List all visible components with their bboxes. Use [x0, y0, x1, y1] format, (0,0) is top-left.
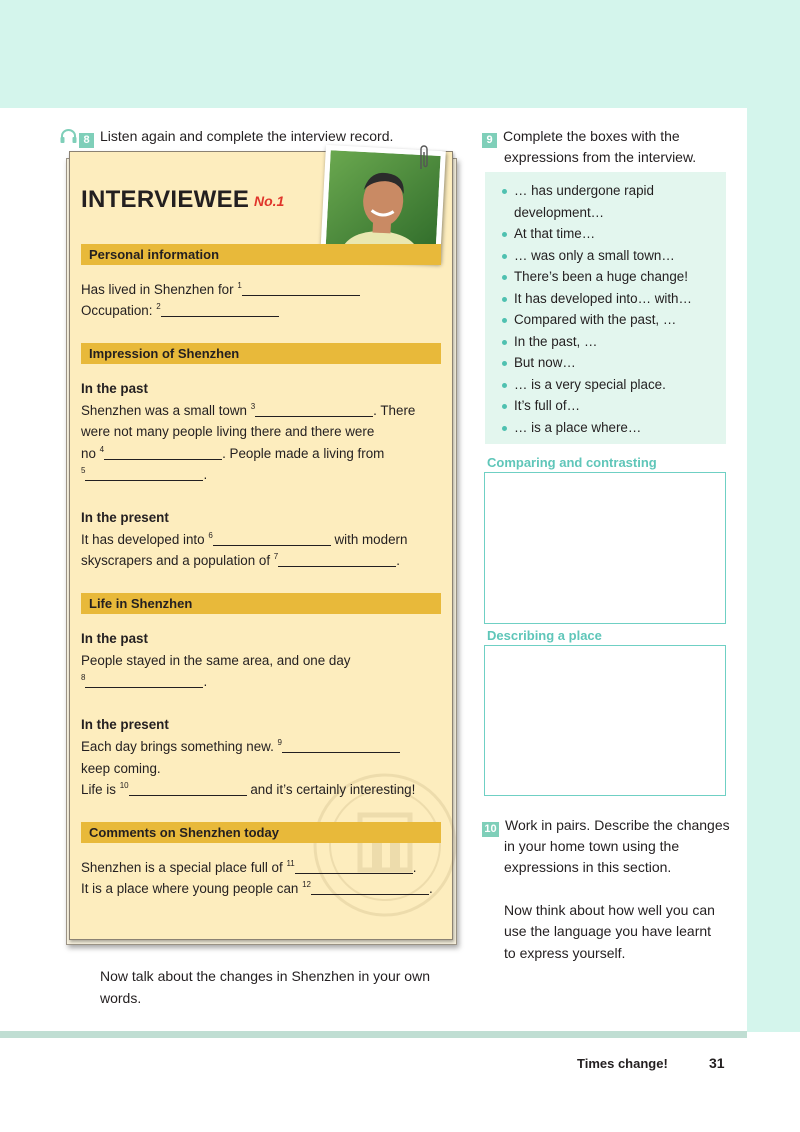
answer-blank-7[interactable] [278, 553, 396, 567]
task-8-header [60, 126, 393, 148]
task-instruction-line-1: Complete the boxes with the [503, 128, 680, 144]
expression-item: It’s full of… [500, 395, 720, 417]
expression-item: … is a very special place. [500, 374, 720, 396]
answer-blank-9[interactable] [282, 739, 400, 753]
task-instruction-line-1: Work in pairs. Describe the changes [505, 817, 730, 833]
speaking-prompt: Now talk about the changes in Shenzhen in your own words. [100, 968, 430, 1006]
task-instruction-line-3: expressions in this section. [504, 859, 672, 875]
record-line: skyscrapers and a population of $^7$ . [81, 552, 400, 568]
answer-blank-12[interactable] [311, 881, 429, 895]
record-line: People stayed in the same area, and one day [81, 653, 351, 668]
expression-item: In the past, … [500, 331, 720, 353]
answer-box-comparing[interactable] [484, 472, 726, 624]
unit-title: Times change! [577, 1056, 668, 1071]
record-line-2: Occupation: $^2$ [81, 300, 279, 322]
task-number: 9 [482, 133, 497, 148]
reflection-line-3: to express yourself. [504, 945, 626, 961]
blank-number: 5 [81, 466, 86, 475]
record-line: no $^4$ . People made a living from [81, 445, 385, 461]
blank-number: 10 [119, 781, 129, 790]
blank-number: 11 [286, 859, 295, 868]
answer-blank-11[interactable] [295, 860, 413, 874]
task-instruction-line-2: in your home town using the [504, 838, 680, 854]
box-label-describing: Describing a place [487, 628, 602, 643]
blank-number: 3 [250, 402, 256, 411]
expressions-list [500, 180, 720, 438]
record-line: Shenzhen is a special place full of $^{11}$ . [81, 859, 417, 875]
box-label-comparing: Comparing and contrasting [487, 455, 657, 470]
answer-box-describing[interactable] [484, 645, 726, 796]
top-decoration-band [0, 0, 800, 108]
card-title: INTERVIEWEE [81, 186, 250, 213]
expression-item: … is a place where… [500, 417, 720, 439]
task-9-header [482, 126, 680, 148]
blank-number: 6 [208, 531, 213, 540]
task-instruction: Listen again and complete the interview record. [100, 128, 394, 144]
task-10-header [482, 815, 730, 837]
paper-clip-icon [418, 143, 430, 171]
expression-item: Compared with the past, … [500, 309, 720, 331]
section-heading-impression: Impression of Shenzhen [81, 343, 441, 364]
task-number: 10 [482, 822, 499, 837]
bottom-decoration-rule [0, 1031, 747, 1038]
record-line: $^8$ . [81, 673, 208, 689]
answer-blank-10[interactable] [129, 782, 247, 796]
expression-item: At that time… [500, 223, 720, 245]
answer-blank-2[interactable] [161, 303, 279, 317]
reflection-line-1: Now think about how well you can [504, 902, 715, 918]
expression-item: It has developed into… with… [500, 288, 720, 310]
record-line: were not many people living there and there were [81, 424, 375, 439]
record-line: $^5$ . [81, 466, 208, 482]
task-instruction-line-2: expressions from the interview. [504, 149, 697, 165]
record-line: Each day brings something new. $^9$ [81, 736, 400, 758]
answer-blank-1[interactable] [242, 282, 360, 296]
record-line: It has developed into $^6$ with modern [81, 531, 408, 547]
answer-blank-6[interactable] [213, 532, 331, 546]
expression-item: … has undergone rapid development… [500, 180, 720, 223]
expression-item: … was only a small town… [500, 245, 720, 267]
record-line: Shenzhen was a small town $^3$ . There [81, 402, 416, 418]
headphones-icon [60, 129, 77, 143]
answer-blank-8[interactable] [85, 674, 203, 688]
subheading-present: In the present [81, 717, 169, 732]
answer-blank-3[interactable] [255, 403, 373, 417]
expression-item: But now… [500, 352, 720, 374]
blank-number: 7 [273, 552, 279, 561]
interviewee-number: No.1 [254, 193, 285, 209]
record-line: keep coming. [81, 761, 161, 776]
blank-number: 4 [99, 445, 105, 454]
subheading-present: In the present [81, 510, 169, 525]
record-line: It is a place where young people can $^{12}$ . [81, 880, 433, 896]
section-heading-life: Life in Shenzhen [81, 593, 441, 614]
blank-number: 12 [302, 880, 311, 889]
reflection-line-2: use the language you have learnt [504, 923, 712, 939]
blank-number: 9 [277, 738, 282, 747]
subheading-past: In the past [81, 631, 148, 646]
right-decoration-band [747, 108, 800, 1032]
record-line-1: Has lived in Shenzhen for $^1$ [81, 279, 360, 301]
answer-blank-5[interactable] [85, 467, 203, 481]
subheading-past: In the past [81, 381, 148, 396]
section-heading-personal: Personal information [81, 244, 441, 265]
page-number: 31 [709, 1055, 725, 1071]
blank-number: 1 [237, 281, 242, 290]
section-heading-comments: Comments on Shenzhen today [81, 822, 441, 843]
task-number: 8 [79, 133, 94, 148]
expression-item: There’s been a huge change! [500, 266, 720, 288]
answer-blank-4[interactable] [104, 446, 222, 460]
record-line: Life is $^{10}$ and it’s certainly interesting! [81, 781, 416, 797]
blank-number: 8 [81, 673, 86, 682]
blank-number: 2 [156, 302, 161, 311]
